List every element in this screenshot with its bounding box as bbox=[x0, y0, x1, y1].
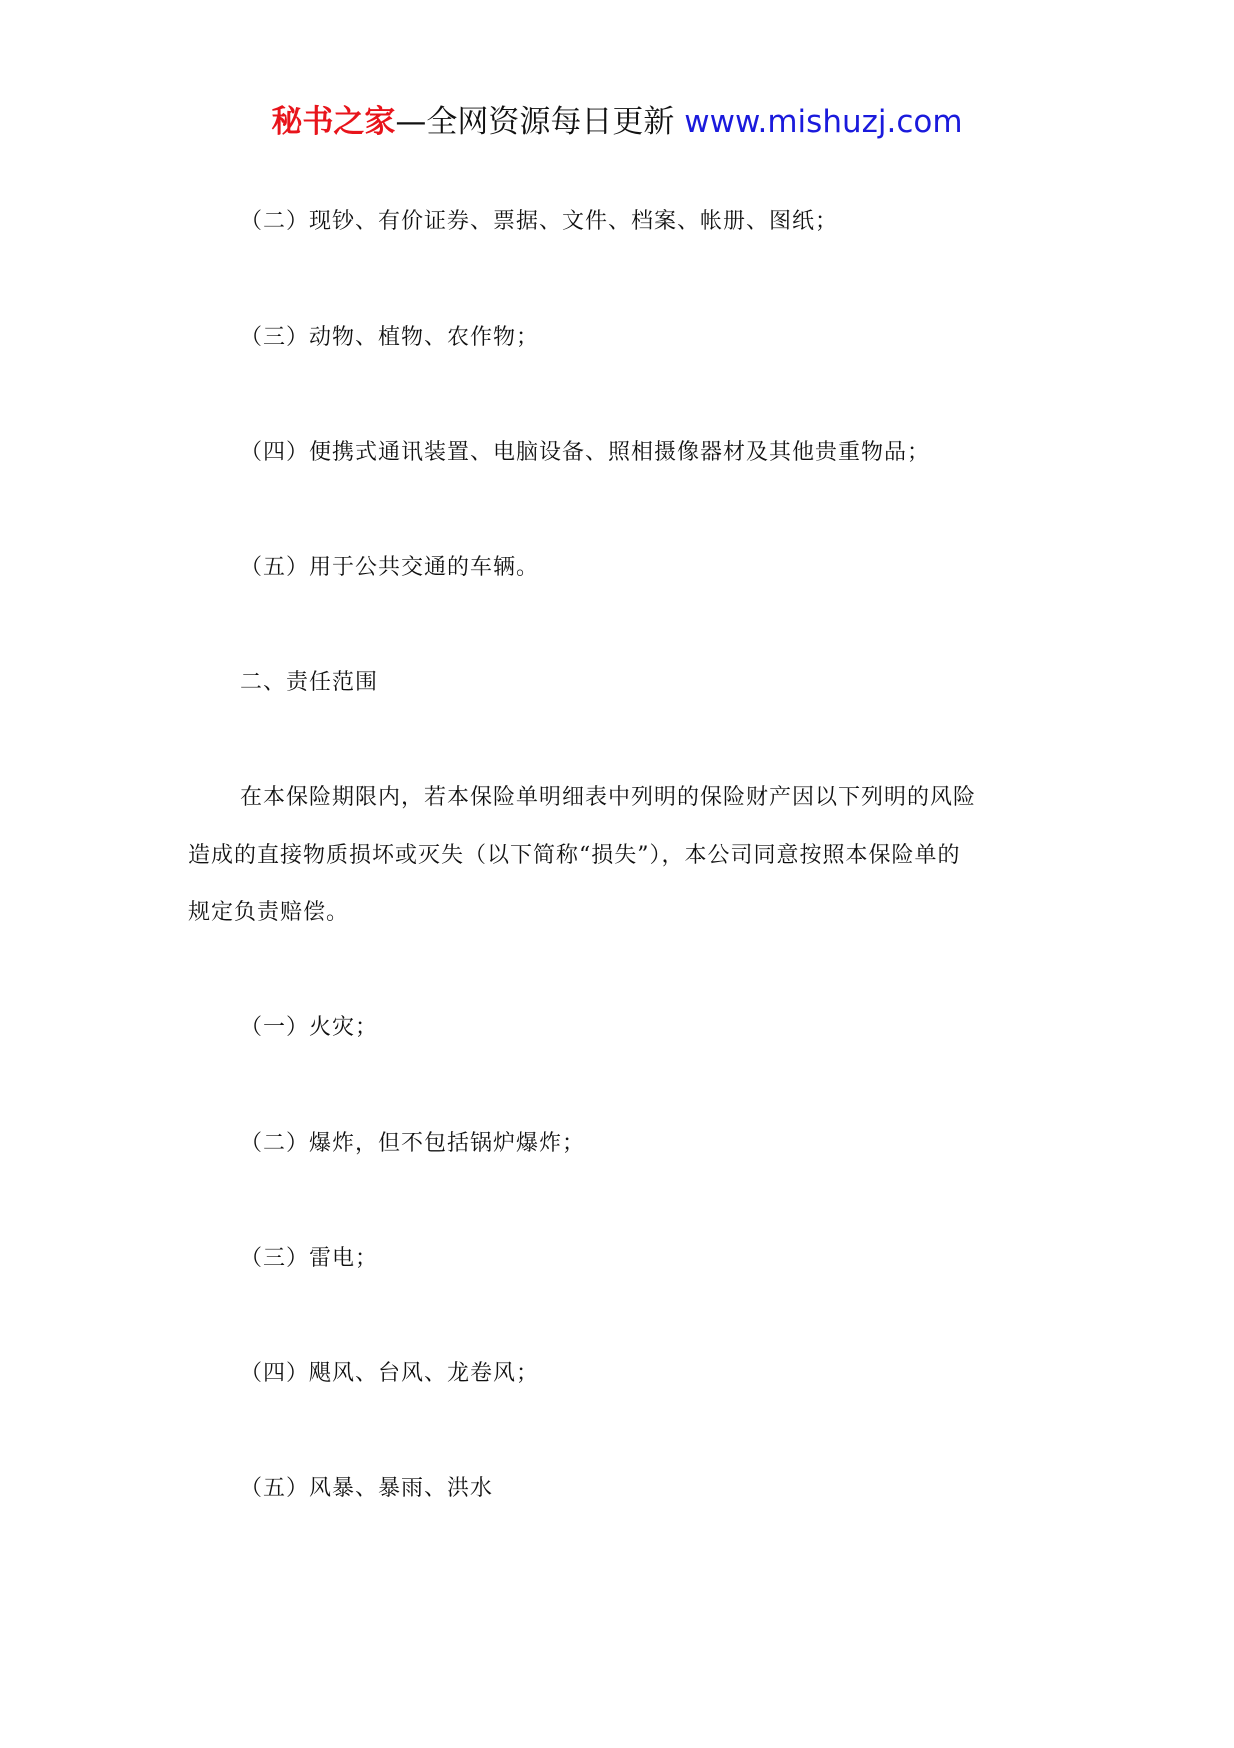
section-heading-scope: 二、责任范围 bbox=[240, 670, 379, 695]
excluded-item-cash-securities: （二）现钞、有价证券、票据、文件、档案、帐册、图纸； bbox=[240, 209, 839, 234]
risk-item-typhoon: （四）飓风、台风、龙卷风； bbox=[240, 1361, 540, 1386]
scope-paragraph-line-1: 在本保险期限内，若本保险单明细表中列明的保险财产因以下列明的风险 bbox=[240, 785, 977, 810]
excluded-item-public-vehicles: （五）用于公共交通的车辆。 bbox=[240, 555, 540, 580]
excluded-item-portable-devices: （四）便携式通讯装置、电脑设备、照相摄像器材及其他贵重物品； bbox=[240, 440, 931, 465]
risk-item-explosion: （二）爆炸，但不包括锅炉爆炸； bbox=[240, 1131, 586, 1156]
brand-name: 秘书之家 bbox=[271, 104, 396, 140]
excluded-item-animals-plants: （三）动物、植物、农作物； bbox=[240, 325, 540, 350]
scope-paragraph-line-3: 规定负责赔偿。 bbox=[188, 900, 350, 925]
page-header bbox=[0, 100, 1234, 144]
header-tagline: —全网资源每日更新 bbox=[395, 104, 675, 140]
risk-item-fire: （一）火灾； bbox=[240, 1015, 379, 1040]
risk-item-lightning: （三）雷电； bbox=[240, 1246, 379, 1271]
site-url[interactable]: www.mishuzj.com bbox=[684, 104, 963, 140]
scope-paragraph-line-2: 造成的直接物质损坏或灭失（以下简称“损失”），本公司同意按照本保险单的 bbox=[188, 843, 961, 868]
risk-item-storm-flood: （五）风暴、暴雨、洪水 bbox=[240, 1476, 494, 1501]
